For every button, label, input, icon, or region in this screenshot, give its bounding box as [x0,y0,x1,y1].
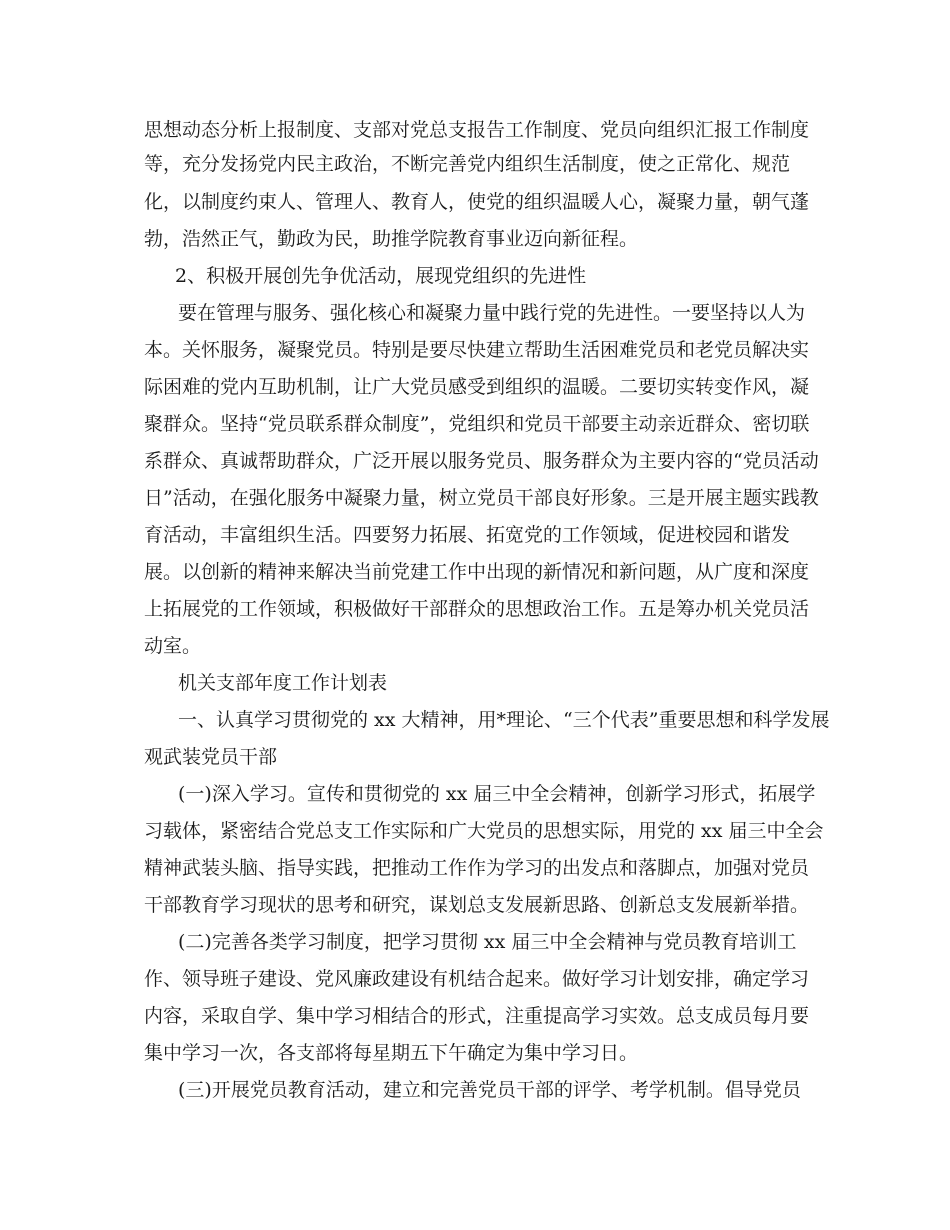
text-line: (二)完善各类学习制度，把学习贯彻 xx 届三中全会精神与党员教育培训工 [178,931,797,953]
text-line: 集中学习一次，各支部将每星期五下午确定为集中学习日。 [144,1042,639,1064]
text-line: (三)开展党员教育活动，建立和完善党员干部的评学、考学机制。倡导党员 [178,1079,801,1101]
text-line: 干部教育学习现状的思考和研究，谋划总支发展新思路、创新总支发展新举措。 [144,894,810,916]
text-line: 展。以创新的精神来解决当前党建工作中出现的新情况和新问题，从广度和深度 [144,561,810,583]
text-line: 内容，采取自学、集中学习相结合的形式，注重提高学习实效。总支成员每月要 [144,1005,810,1027]
text-line: 作、领导班子建设、党风廉政建设有机结合起来。做好学习计划安排，确定学习 [144,968,810,990]
text-line: 要在管理与服务、强化核心和凝聚力量中践行党的先进性。一要坚持以人为 [178,302,806,324]
text-line: 思想动态分析上报制度、支部对党总支报告工作制度、党员向组织汇报工作制度 [144,119,810,141]
text-line: 本。关怀服务，凝聚党员。特别是要尽快建立帮助生活困难党员和老党员解决实 [144,339,810,361]
text-line: 精神武装头脑、指导实践，把推动工作作为学习的出发点和落脚点，加强对党员 [144,857,810,879]
text-line: 一、认真学习贯彻党的 xx 大精神，用*理论、“三个代表”重要思想和科学发展 [178,709,830,731]
text-line: 上拓展党的工作领域，积极做好干部群众的思想政治工作。五是筹办机关党员活 [144,598,810,620]
text-line: 际困难的党内互助机制，让广大党员感受到组织的温暖。二要切实转变作风，凝 [144,376,810,398]
text-line: 育活动，丰富组织生活。四要努力拓展、拓宽党的工作领域，促进校园和谐发 [144,524,791,546]
text-line: 系群众、真诚帮助群众，广泛开展以服务党员、服务群众为主要内容的“党员活动 [144,450,819,472]
section-heading: 2、积极开展创先争优活动，展现党组织的先进性 [175,265,587,287]
text-line: 观武装党员干部 [144,746,278,768]
text-line: 化，以制度约束人、管理人、教育人，使党的组织温暖人心，凝聚力量，朝气蓬 [144,191,810,213]
text-line: 习载体，紧密结合党总支工作实际和广大党员的思想实际，用党的 xx 届三中全会 [144,820,824,842]
text-line: 聚群众。坚持“党员联系群众制度”，党组织和党员干部要主动亲近群众、密切联 [144,413,810,435]
text-line: 动室。 [144,635,202,657]
text-line: (一)深入学习。宣传和贯彻党的 xx 届三中全会精神，创新学习形式，拓展学 [178,783,816,805]
section-heading: 机关支部年度工作计划表 [178,672,388,694]
text-line: 勃，浩然正气，勤政为民，助推学院教育事业迈向新征程。 [144,228,639,250]
text-line: 等，充分发扬党内民主政治，不断完善党内组织生活制度，使之正常化、规范 [144,153,791,175]
text-line: 日”活动，在强化服务中凝聚力量，树立党员干部良好形象。三是开展主题实践教 [144,487,819,509]
